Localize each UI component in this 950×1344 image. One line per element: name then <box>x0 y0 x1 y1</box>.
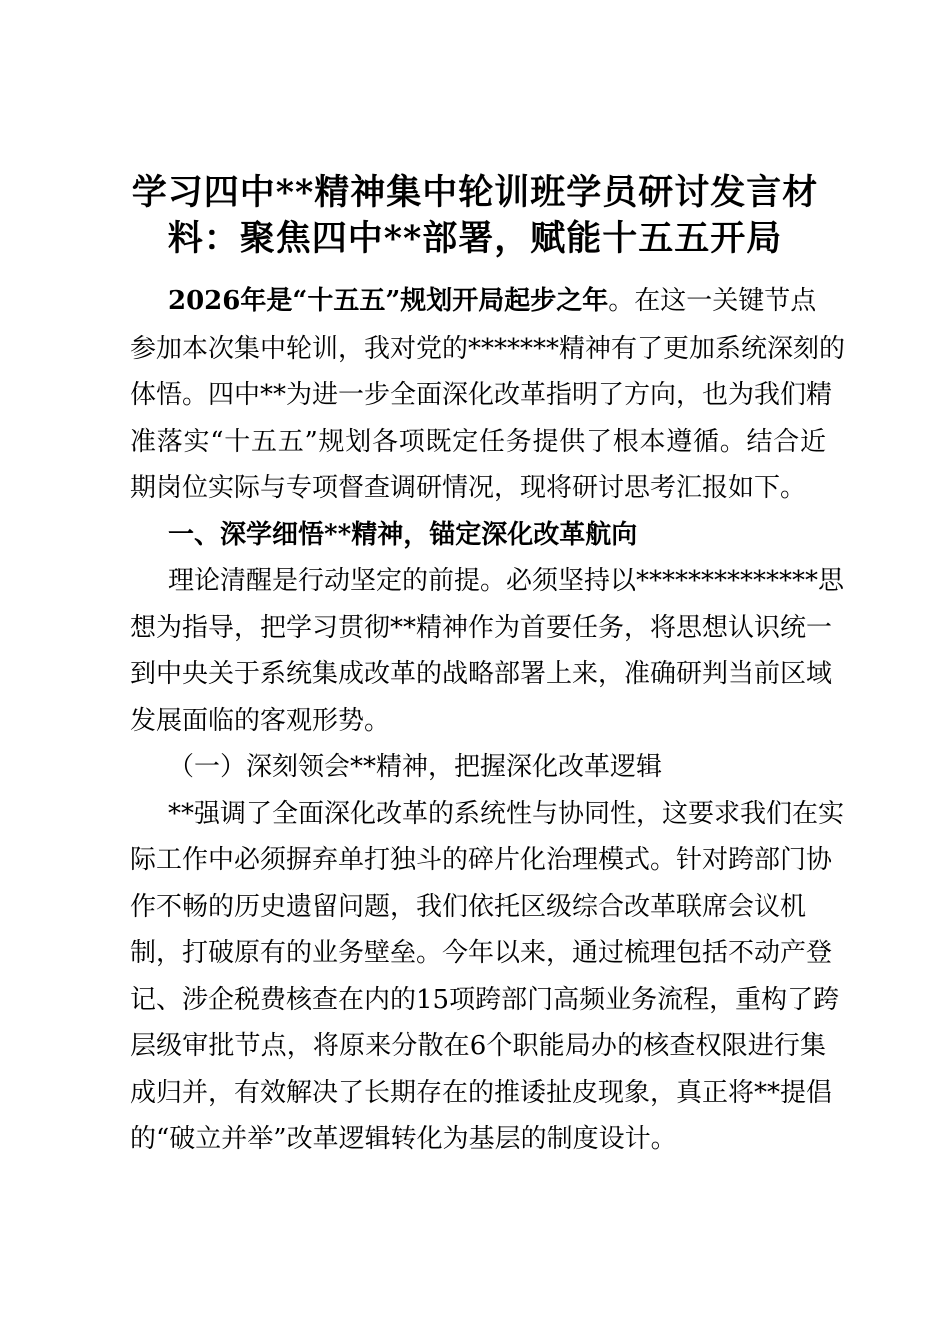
intro-first-line <box>168 281 816 321</box>
subsection-line: 成归并，有效解决了长期存在的推诿扯皮现象，真正将**提倡 <box>130 1078 833 1108</box>
intro-lead-bold: 2026年是“十五五”规划开局起步之年 <box>168 286 609 316</box>
intro-lead-rest: 。在这一关键节点 <box>608 286 817 316</box>
subsection-line: **强调了全面深化改革的系统性与协同性，这要求我们在实 <box>168 799 845 829</box>
document-title-line-2: 料：聚焦四中**部署，赋能十五五开局 <box>167 218 783 259</box>
intro-line: 期岗位实际与专项督查调研情况，现将研讨思考汇报如下。 <box>130 473 807 503</box>
subsection-heading: （一）深刻领会**精神，把握深化改革逻辑 <box>168 752 663 782</box>
intro-line: 准落实“十五五”规划各项既定任务提供了根本遵循。结合近 <box>130 427 826 457</box>
subsection-line: 记、涉企税费核查在内的15项跨部门高频业务流程，重构了跨 <box>130 985 840 1015</box>
document-title-line-1: 学习四中**精神集中轮训班学员研讨发言材 <box>131 172 819 213</box>
section1-line: 想为指导，把学习贯彻**精神作为首要任务，将思想认识统一 <box>130 613 833 643</box>
subsection-line: 层级审批节点，将原来分散在6个职能局办的核查权限进行集 <box>130 1031 826 1061</box>
subsection-line: 制，打破原有的业务壁垒。今年以来，通过梳理包括不动产登 <box>130 938 833 968</box>
intro-line: 参加本次集中轮训，我对党的*******精神有了更加系统深刻的 <box>130 334 846 364</box>
section1-line: 发展面临的客观形势。 <box>130 706 391 736</box>
subsection-line: 的“破立并举”改革逻辑转化为基层的制度设计。 <box>130 1124 677 1154</box>
subsection-line: 作不畅的历史遗留问题，我们依托区级综合改革联席会议机 <box>130 892 807 922</box>
section1-line: 理论清醒是行动坚定的前提。必须坚持以**************思 <box>168 566 845 596</box>
section-heading: 一、深学细悟**精神，锚定深化改革航向 <box>168 520 638 550</box>
section1-line: 到中央关于系统集成改革的战略部署上来，准确研判当前区域 <box>130 659 833 689</box>
subsection-line: 际工作中必须摒弃单打独斗的碎片化治理模式。针对跨部门协 <box>130 845 833 875</box>
intro-line: 体悟。四中**为进一步全面深化改革指明了方向，也为我们精 <box>130 380 833 410</box>
